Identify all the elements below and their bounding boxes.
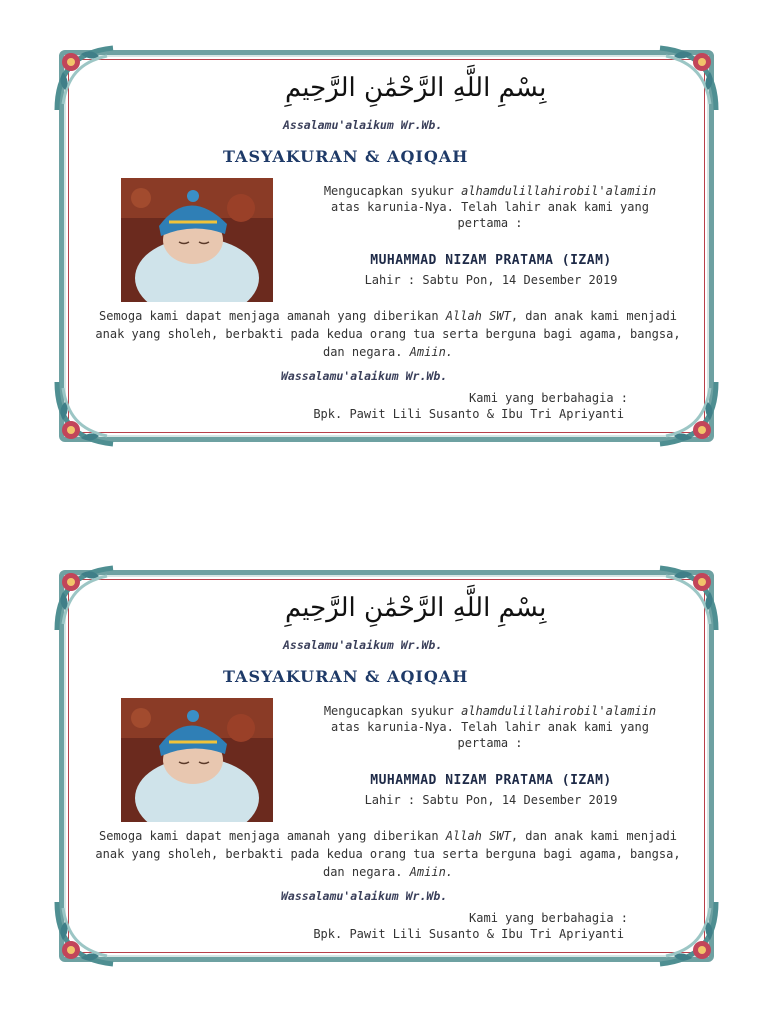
signature-names: Bpk. Pawit Lili Susanto & Ibu Tri Apriyanti [313, 407, 624, 421]
bismillah-calligraphy: بِسْمِ اللَّهِ الرَّحْمَٰنِ الرَّحِيمِ [285, 73, 547, 103]
floral-corner-ornament [53, 44, 127, 114]
baby-photo [121, 698, 273, 822]
floral-corner-ornament [53, 898, 127, 968]
bismillah-calligraphy: بِسْمِ اللَّهِ الرَّحْمَٰنِ الرَّحِيمِ [285, 593, 547, 623]
floral-corner-ornament [646, 44, 720, 114]
closing-greeting: Wassalamu'alaikum Wr.Wb. [281, 889, 448, 903]
birth-date: Lahir : Sabtu Pon, 14 Desember 2019 [364, 793, 618, 807]
intro-text: pertama : [457, 216, 523, 230]
prayer-text: , dan anak kami menjadi anak yang sholeh, berbakti pada kedua orang tua serta berguna bagi agama, bangsa, dan negara. [95, 309, 681, 359]
floral-corner-ornament [53, 378, 127, 448]
intro-text: Mengucapkan syukur [323, 704, 462, 718]
prayer-emphasis: Allah SWT [445, 829, 511, 843]
invitation-title: TASYAKURAN & AQIQAH [223, 147, 469, 166]
closing-greeting: Wassalamu'alaikum Wr.Wb. [281, 369, 448, 383]
floral-corner-ornament [646, 378, 720, 448]
intro-text: atas karunia-Nya. Telah lahir anak kami yang [331, 200, 649, 214]
floral-corner-ornament [646, 898, 720, 968]
invitation-title: TASYAKURAN & AQIQAH [223, 667, 469, 686]
floral-corner-ornament [646, 564, 720, 634]
intro-text: Mengucapkan syukur [323, 184, 462, 198]
prayer-text: Semoga kami dapat menjaga amanah yang diberikan [99, 309, 446, 323]
intro-emphasis: alhamdulillahirobil'alamiin [461, 184, 657, 198]
signature-lead: Kami yang berbahagia : [469, 391, 628, 405]
signature-lead: Kami yang berbahagia : [469, 911, 628, 925]
baby-photo [121, 178, 273, 302]
prayer-text: , dan anak kami menjadi anak yang sholeh, berbakti pada kedua orang tua serta berguna bagi agama, bangsa, dan negara. [95, 829, 681, 879]
opening-greeting: Assalamu'alaikum Wr.Wb. [283, 638, 443, 652]
invitation-card-1 [55, 46, 718, 446]
prayer-paragraph [83, 827, 693, 881]
opening-greeting: Assalamu'alaikum Wr.Wb. [283, 118, 443, 132]
prayer-emphasis: Amiin. [409, 865, 454, 879]
intro-text: pertama : [457, 736, 523, 750]
intro-paragraph [280, 703, 700, 751]
birth-date: Lahir : Sabtu Pon, 14 Desember 2019 [364, 273, 618, 287]
prayer-text: Semoga kami dapat menjaga amanah yang diberikan [99, 829, 446, 843]
prayer-emphasis: Amiin. [409, 345, 454, 359]
child-name: MUHAMMAD NIZAM PRATAMA (IZAM) [370, 773, 612, 788]
prayer-paragraph [83, 307, 693, 361]
intro-text: atas karunia-Nya. Telah lahir anak kami yang [331, 720, 649, 734]
invitation-card-2 [55, 566, 718, 966]
prayer-emphasis: Allah SWT [445, 309, 511, 323]
child-name: MUHAMMAD NIZAM PRATAMA (IZAM) [370, 253, 612, 268]
floral-corner-ornament [53, 564, 127, 634]
intro-emphasis: alhamdulillahirobil'alamiin [461, 704, 657, 718]
intro-paragraph [280, 183, 700, 231]
signature-names: Bpk. Pawit Lili Susanto & Ibu Tri Apriyanti [313, 927, 624, 941]
